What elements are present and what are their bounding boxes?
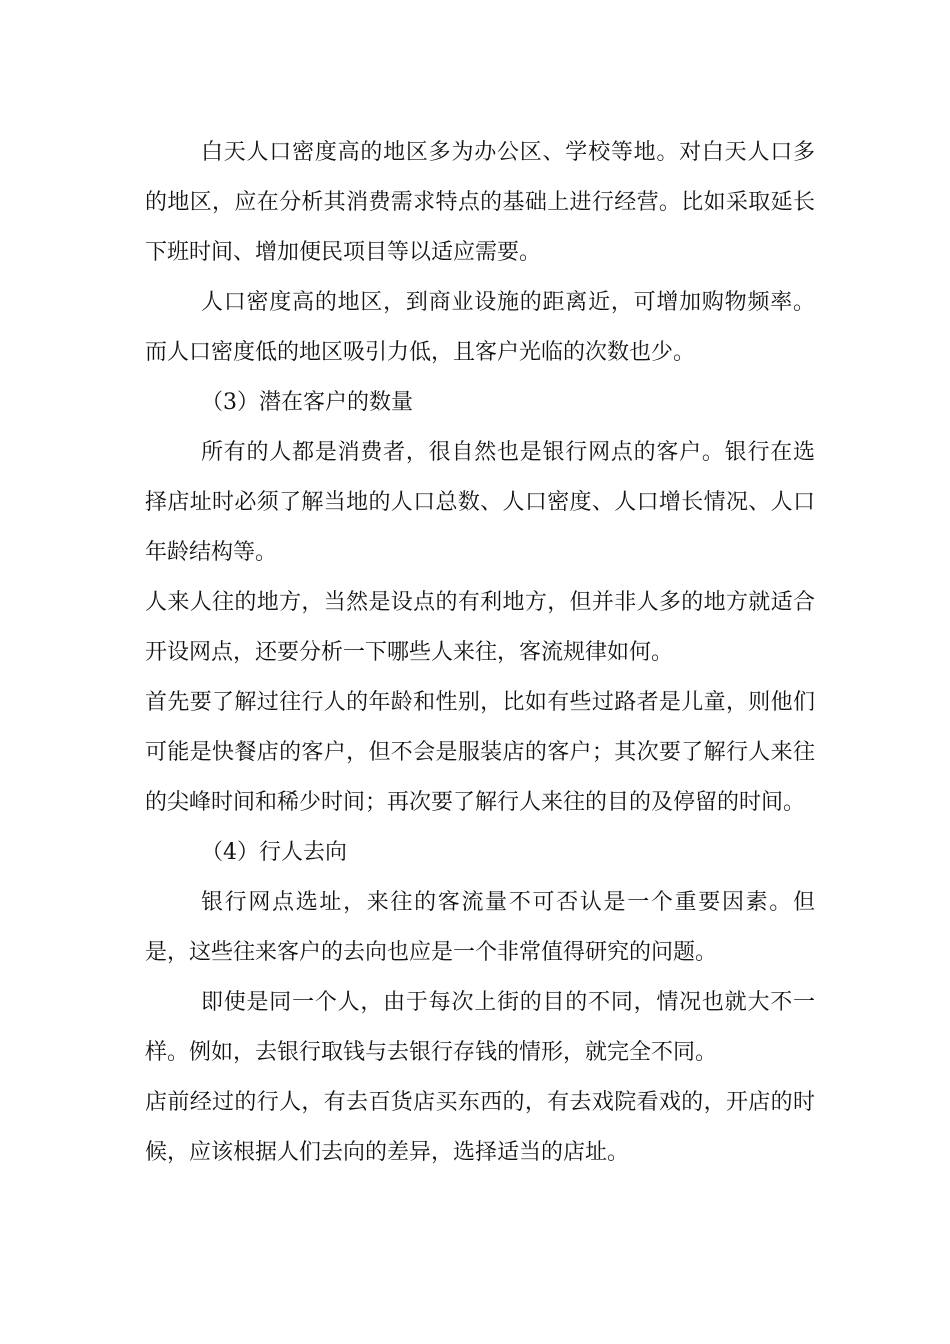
document-body [145,128,815,1178]
paragraph: 即使是同一个人，由于每次上街的目的不同，情况也就大不一样。例如，去银行取钱与去银行存钱的情形，就完全不同。 [145,990,815,1065]
paragraph: 白天人口密度高的地区多为办公区、学校等地。对白天人口多的地区，应在分析其消费需求特点的基础上进行经营。比如采取延长下班时间、增加便民项目等以适应需要。 [145,140,815,265]
paragraph: 人口密度高的地区，到商业设施的距离近，可增加购物频率。而人口密度低的地区吸引力低，且客户光临的次数也少。 [145,290,815,365]
paragraph: 店前经过的行人，有去百货店买东西的，有去戏院看戏的，开店的时候，应该根据人们去向的差异，选择适当的店址。 [145,1090,815,1165]
paragraph: 所有的人都是消费者，很自然也是银行网点的客户。银行在选择店址时必须了解当地的人口总数、人口密度、人口增长情况、人口年龄结构等。 [145,440,815,565]
paragraph: 首先要了解过往行人的年龄和性别，比如有些过路者是儿童，则他们可能是快餐店的客户，但不会是服装店的客户；其次要了解行人来往的尖峰时间和稀少时间；再次要了解行人来往的目的及停留的时间。 [145,690,815,815]
paragraph: 人来人往的地方，当然是设点的有利地方，但并非人多的地方就适合开设网点，还要分析一下哪些人来往，客流规律如何。 [145,590,815,665]
section-heading: （3）潜在客户的数量 [201,390,413,415]
paragraph: 银行网点选址，来往的客流量不可否认是一个重要因素。但是，这些往来客户的去向也应是一个非常值得研究的问题。 [145,890,815,965]
section-heading: （4）行人去向 [201,840,347,865]
